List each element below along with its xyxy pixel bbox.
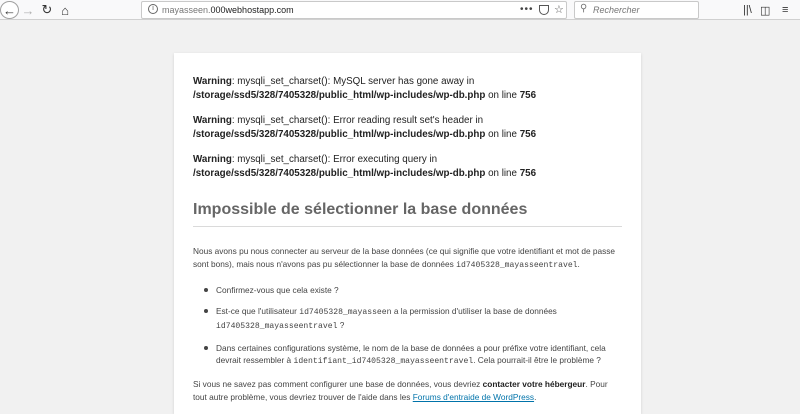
checklist-text: a la permission d'utiliser la base de données bbox=[391, 306, 557, 317]
warning-line: 756 bbox=[519, 168, 537, 179]
warning-on-line: on line bbox=[485, 168, 520, 179]
database-name: id7405328_mayasseentravel bbox=[216, 322, 338, 332]
bookmark-star-icon[interactable]: ☆ bbox=[554, 4, 564, 16]
database-name: id7405328_mayasseentravel bbox=[456, 261, 578, 271]
sidebar-icon[interactable]: ◫ bbox=[760, 4, 771, 17]
checklist-text: . Cela pourrait-il être le problème ? bbox=[473, 355, 601, 366]
warning-line: 756 bbox=[519, 90, 537, 101]
warning-text: : mysqli_set_charset(): MySQL server has gone away in bbox=[231, 76, 475, 87]
list-item bbox=[193, 305, 622, 333]
menu-icon[interactable]: ≡ bbox=[782, 4, 789, 16]
warning-message bbox=[193, 153, 622, 181]
back-arrow-icon[interactable]: ← bbox=[0, 1, 19, 19]
browser-toolbar bbox=[0, 0, 800, 20]
help-end: . bbox=[534, 392, 537, 403]
warning-text: : mysqli_set_charset(): Error reading result set's header in bbox=[231, 115, 484, 126]
home-icon[interactable]: ⌂ bbox=[61, 2, 69, 18]
url-host: 000webhostapp.com bbox=[210, 5, 294, 15]
page-actions-icon[interactable]: ••• bbox=[520, 4, 534, 15]
library-icon[interactable]: ||\ bbox=[743, 4, 752, 16]
help-text: . Pour tout autre problème, vous devriez trouver de l'aide dans les bbox=[193, 379, 608, 403]
bullet-icon bbox=[204, 346, 208, 350]
database-user: id7405328_mayasseen bbox=[299, 308, 392, 318]
bullet-icon bbox=[204, 309, 208, 313]
warning-label: Warning bbox=[193, 115, 232, 126]
checklist bbox=[193, 284, 622, 368]
address-bar[interactable] bbox=[141, 1, 567, 19]
warning-line: 756 bbox=[519, 129, 537, 140]
intro-text: Nous avons pu nous connecter au serveur de la base données (ce qui signifie que votre identifiant et mot de passe sont bons), mais nous n'avons pas pu sélectionner la base de données bbox=[193, 246, 616, 270]
help-paragraph bbox=[193, 378, 622, 404]
wordpress-forums-link[interactable]: Forums d'entraide de WordPress bbox=[412, 392, 535, 403]
search-input[interactable] bbox=[593, 3, 693, 17]
list-item bbox=[193, 342, 622, 368]
warning-message bbox=[193, 114, 622, 142]
url-prefix: mayasseen. bbox=[162, 5, 211, 15]
warning-label: Warning bbox=[193, 154, 232, 165]
pocket-icon[interactable] bbox=[539, 5, 549, 15]
checklist-text: Est-ce que l'utilisateur bbox=[216, 306, 300, 317]
warning-path: /storage/ssd5/328/7405328/public_html/wp-includes/wp-db.php bbox=[193, 90, 486, 101]
checklist-item-exists: Confirmez-vous que cela existe ? bbox=[216, 285, 339, 296]
contact-host-text: contacter votre hébergeur bbox=[482, 379, 586, 390]
prefixed-database-name: identifiant_id7405328_mayasseentravel bbox=[293, 357, 474, 367]
page-title: Impossible de sélectionner la base données bbox=[193, 198, 622, 227]
warning-on-line: on line bbox=[485, 90, 520, 101]
url-text[interactable] bbox=[162, 2, 294, 18]
checklist-text: ? bbox=[337, 320, 345, 331]
intro-paragraph bbox=[193, 245, 622, 272]
warning-text: : mysqli_set_charset(): Error executing query in bbox=[231, 154, 438, 165]
error-page bbox=[174, 53, 641, 414]
warning-on-line: on line bbox=[485, 129, 520, 140]
warning-path: /storage/ssd5/328/7405328/public_html/wp-includes/wp-db.php bbox=[193, 129, 486, 140]
bullet-icon bbox=[204, 288, 208, 292]
intro-end: . bbox=[577, 259, 580, 270]
warning-path: /storage/ssd5/328/7405328/public_html/wp-includes/wp-db.php bbox=[193, 168, 486, 179]
warning-label: Warning bbox=[193, 76, 232, 87]
reload-icon[interactable]: ↻ bbox=[41, 2, 53, 17]
checklist-text: Dans certaines configurations système, le nom de la base de données a pour préfixe votre identifiant, cela devrait ressembler à bbox=[216, 343, 606, 366]
warning-message bbox=[193, 75, 622, 103]
search-icon: ⚲ bbox=[580, 3, 588, 14]
forward-arrow-icon[interactable]: → bbox=[21, 2, 35, 18]
help-text: Si vous ne savez pas comment configurer une base de données, vous devriez bbox=[193, 379, 483, 390]
search-box[interactable] bbox=[574, 1, 699, 19]
info-icon[interactable]: i bbox=[148, 4, 158, 14]
list-item bbox=[193, 284, 622, 296]
